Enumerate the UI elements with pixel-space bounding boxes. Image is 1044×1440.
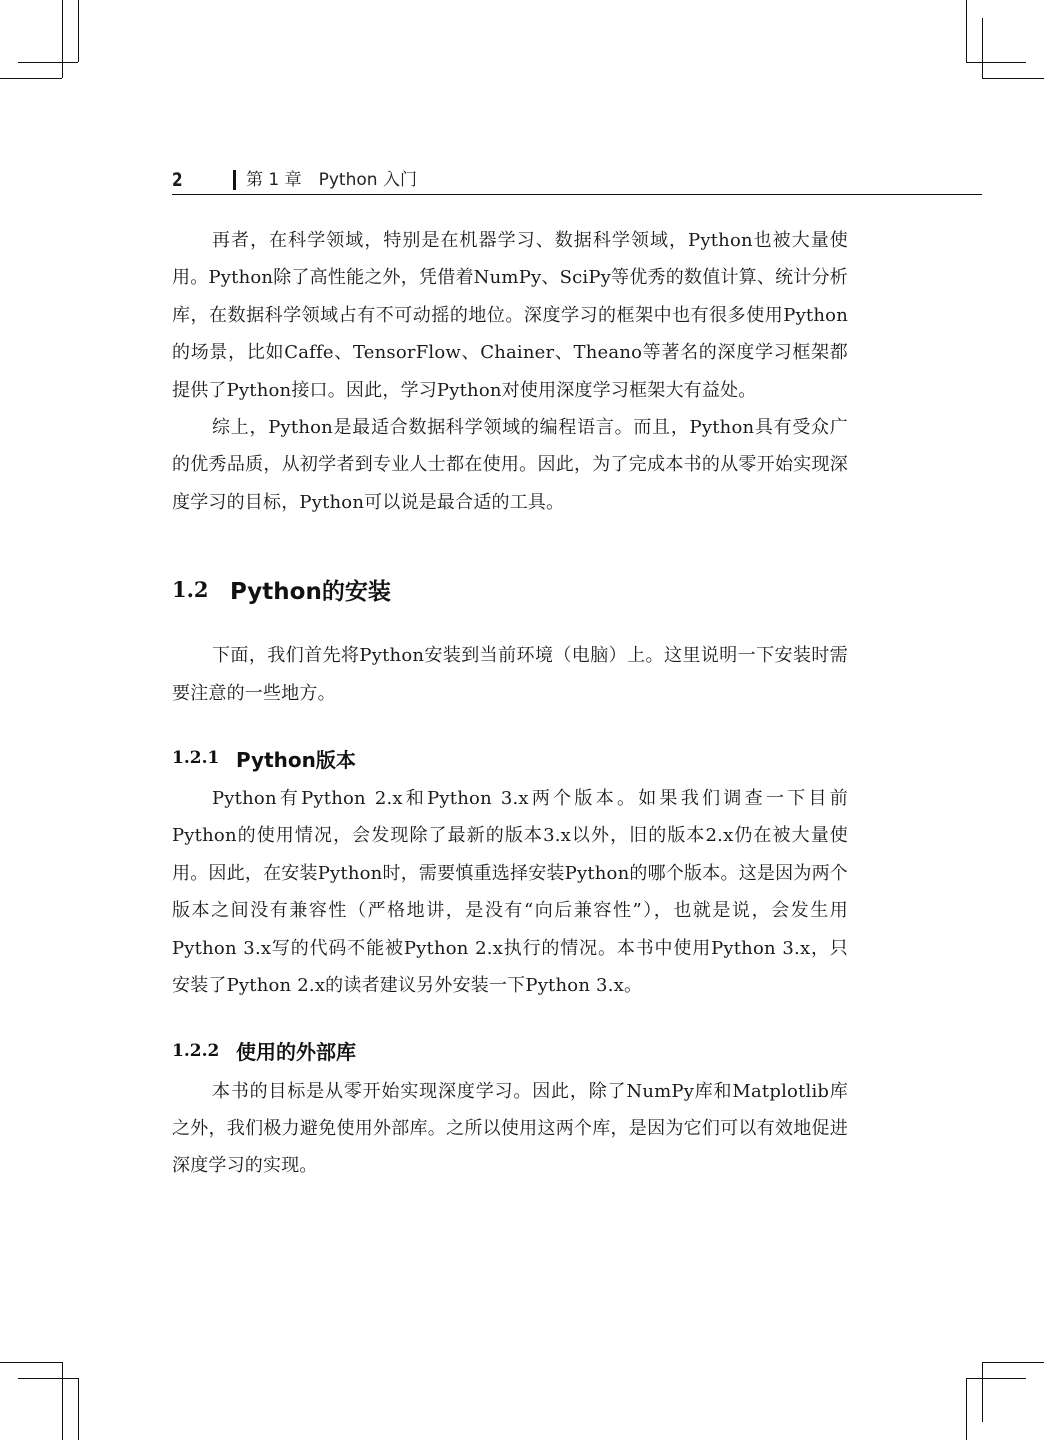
crop-mark-bottom-right-horizontal	[982, 1362, 1044, 1363]
paragraph-intro-2: 综上，Python是最适合数据科学领域的编程语言。而且，Python具有受众广的优秀品质，从初学者到专业人士都在使用。因此，为了完成本书的从零开始实现深度学习的目标，Python可以说是最合适的工具。	[172, 417, 848, 513]
paragraph-section-1-2-1: Python有Python 2.x和Python 3.x两个版本。如果我们调查一下目前Python的使用情况，会发现除了最新的版本3.x以外，旧的版本2.x仍在被大量使用。因此，在安装Python时，需要慎重选择安装Python的哪个版本。这是因为两个版本之间没有兼容性（严格地讲，是没有“向后兼容性”），也就是说，会发生用Python 3.x写的代码不能被Python 2.x执行的情况。本书中使用Python 3.x，只安装了Python 2.x的读者建议另外安装一下Python 3.x。	[172, 788, 848, 997]
running-head-rule	[172, 194, 982, 195]
paragraph-intro-1: 再者，在科学领域，特别是在机器学习、数据科学领域，Python也被大量使用。Python除了高性能之外，凭借着NumPy、SciPy等优秀的数值计算、统计分析库，在数据科学领域占有不可动摇的地位。深度学习的框架中也有很多使用Python的场景，比如Caffe、TensorFlow、Chainer、Theano等著名的深度学习框架都提供了Python接口。因此，学习Python对使用深度学习框架大有益处。	[172, 230, 848, 401]
subsection-number: 1.2.1	[172, 748, 220, 769]
crop-mark-bottom-left-horizontal-inner	[18, 1378, 78, 1379]
crop-mark-bottom-right-horizontal-inner	[966, 1378, 1026, 1379]
crop-mark-top-right-horizontal-outer	[982, 78, 1044, 79]
crop-mark-bottom-right-vertical-inner	[982, 1362, 983, 1422]
crop-mark-top-left-horizontal-outer	[0, 78, 62, 79]
subsection-number: 1.2.2	[172, 1040, 220, 1061]
crop-mark-top-left-horizontal	[18, 62, 78, 63]
subsection-heading-1-2-1	[172, 740, 848, 776]
crop-mark-top-right-vertical-inner	[982, 18, 983, 78]
section-title: Python的安装	[230, 578, 391, 605]
running-head-chapter: 第 1 章 Python 入门	[246, 170, 417, 190]
subsection-title: 使用的外部库	[236, 1040, 356, 1064]
crop-mark-bottom-left-horizontal	[0, 1362, 62, 1363]
page-body	[172, 222, 848, 1185]
subsection-title: Python版本	[236, 747, 356, 772]
section-heading-1-2	[172, 566, 848, 612]
running-head-bar	[233, 170, 236, 190]
crop-mark-bottom-left-vertical	[62, 1362, 63, 1440]
section-number: 1.2	[172, 576, 209, 602]
subsection-heading-1-2-2	[172, 1033, 848, 1069]
paragraph-section-1-2-2: 本书的目标是从零开始实现深度学习。因此，除了NumPy库和Matplotlib库之外，我们极力避免使用外部库。之所以使用这两个库，是因为它们可以有效地促进深度学习的实现。	[172, 1080, 848, 1177]
page-number: 2	[172, 169, 183, 191]
paragraph-section-1-2: 下面，我们首先将Python安装到当前环境（电脑）上。这里说明一下安装时需要注意的一些地方。	[172, 645, 848, 704]
crop-mark-bottom-right-vertical	[966, 1378, 967, 1440]
crop-mark-top-left-vertical-outer	[78, 0, 79, 62]
crop-mark-top-left-vertical	[62, 0, 63, 78]
crop-mark-top-right-horizontal	[966, 62, 1026, 63]
crop-mark-bottom-left-vertical-outer	[78, 1378, 79, 1440]
crop-mark-top-right-vertical	[966, 0, 967, 62]
running-head	[172, 166, 982, 196]
